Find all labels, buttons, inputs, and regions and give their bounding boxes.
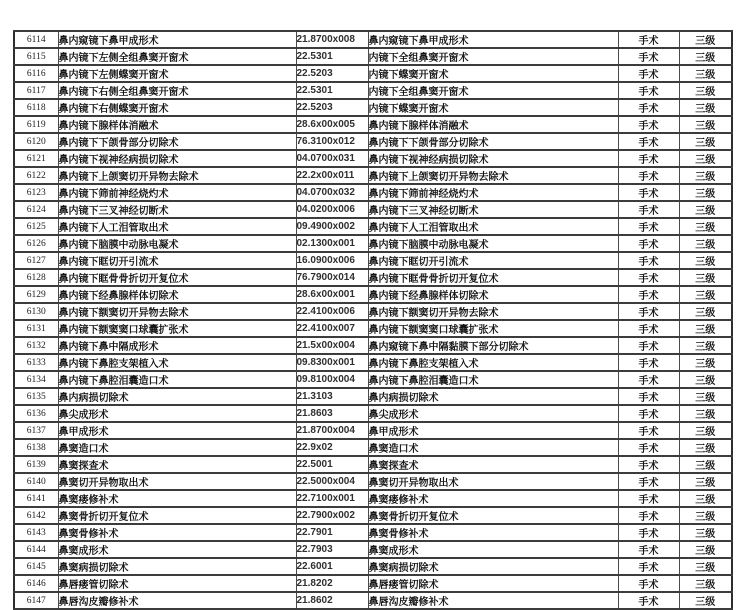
table-row xyxy=(14,575,732,592)
procedure-name-cell: 鼻唇沟皮瓣修补术 xyxy=(58,592,296,609)
category-cell: 手术 xyxy=(618,354,679,371)
row-number-cell: 6125 xyxy=(14,218,58,235)
category-cell: 手术 xyxy=(618,65,679,82)
category-cell: 手术 xyxy=(618,405,679,422)
level-cell: 三级 xyxy=(679,558,732,575)
procedure-alias-cell: 鼻内窥镜下鼻中隔黏膜下部分切除术 xyxy=(368,337,618,354)
procedure-alias-cell: 鼻内镜下鼻腔支架植入术 xyxy=(368,354,618,371)
level-cell: 三级 xyxy=(679,320,732,337)
row-number-cell: 6124 xyxy=(14,201,58,218)
procedure-code-cell: 21.5x00x004 xyxy=(296,337,368,354)
table-row xyxy=(14,507,732,524)
procedure-code-cell: 04.0700x032 xyxy=(296,184,368,201)
procedure-alias-cell: 鼻窦造口术 xyxy=(368,439,618,456)
procedure-alias-cell: 鼻内镜下脑膜中动脉电凝术 xyxy=(368,235,618,252)
procedure-name-cell: 鼻窦病损切除术 xyxy=(58,558,296,575)
procedure-name-cell: 鼻窦造口术 xyxy=(58,439,296,456)
level-cell: 三级 xyxy=(679,575,732,592)
procedure-alias-cell: 鼻尖成形术 xyxy=(368,405,618,422)
level-cell: 三级 xyxy=(679,337,732,354)
procedure-name-cell: 鼻内镜下眶切开引流术 xyxy=(58,252,296,269)
table-row xyxy=(14,473,732,490)
procedure-name-cell: 鼻内镜下上颌窦切开异物去除术 xyxy=(58,167,296,184)
procedure-code-cell: 21.3103 xyxy=(296,388,368,405)
procedure-name-cell: 鼻内镜下腺样体消融术 xyxy=(58,116,296,133)
category-cell: 手术 xyxy=(618,116,679,133)
table-row xyxy=(14,235,732,252)
procedure-code-cell: 22.5301 xyxy=(296,82,368,99)
table-row xyxy=(14,456,732,473)
category-cell: 手术 xyxy=(618,490,679,507)
procedure-alias-cell: 鼻窦探查术 xyxy=(368,456,618,473)
category-cell: 手术 xyxy=(618,31,679,48)
procedure-name-cell: 鼻内镜下眶骨骨折切开复位术 xyxy=(58,269,296,286)
row-number-cell: 6132 xyxy=(14,337,58,354)
procedure-table xyxy=(13,30,733,610)
procedure-name-cell: 鼻内镜下左侧蝶窦开窗术 xyxy=(58,65,296,82)
row-number-cell: 6116 xyxy=(14,65,58,82)
category-cell: 手术 xyxy=(618,439,679,456)
table-row xyxy=(14,31,732,48)
level-cell: 三级 xyxy=(679,218,732,235)
procedure-table-body xyxy=(14,31,732,609)
procedure-name-cell: 鼻内镜下经鼻腺样体切除术 xyxy=(58,286,296,303)
procedure-code-cell: 22.2x00x011 xyxy=(296,167,368,184)
level-cell: 三级 xyxy=(679,354,732,371)
table-row xyxy=(14,422,732,439)
table-row xyxy=(14,592,732,609)
procedure-code-cell: 28.6x00x001 xyxy=(296,286,368,303)
procedure-code-cell: 21.8700x004 xyxy=(296,422,368,439)
procedure-name-cell: 鼻窦瘘修补术 xyxy=(58,490,296,507)
table-row xyxy=(14,218,732,235)
row-number-cell: 6117 xyxy=(14,82,58,99)
row-number-cell: 6120 xyxy=(14,133,58,150)
level-cell: 三级 xyxy=(679,116,732,133)
category-cell: 手术 xyxy=(618,184,679,201)
category-cell: 手术 xyxy=(618,507,679,524)
row-number-cell: 6128 xyxy=(14,269,58,286)
procedure-name-cell: 鼻唇瘘管切除术 xyxy=(58,575,296,592)
procedure-alias-cell: 鼻内镜下鼻腔泪囊造口术 xyxy=(368,371,618,388)
table-row xyxy=(14,303,732,320)
procedure-code-cell: 04.0700x031 xyxy=(296,150,368,167)
level-cell: 三级 xyxy=(679,184,732,201)
procedure-alias-cell: 鼻内镜下人工泪管取出术 xyxy=(368,218,618,235)
category-cell: 手术 xyxy=(618,218,679,235)
procedure-name-cell: 鼻内镜下筛前神经烧灼术 xyxy=(58,184,296,201)
procedure-name-cell: 鼻内镜下左侧全组鼻窦开窗术 xyxy=(58,48,296,65)
row-number-cell: 6138 xyxy=(14,439,58,456)
level-cell: 三级 xyxy=(679,82,732,99)
procedure-code-cell: 22.4100x006 xyxy=(296,303,368,320)
procedure-alias-cell: 鼻内镜下上颌窦切开异物去除术 xyxy=(368,167,618,184)
procedure-name-cell: 鼻内镜下脑膜中动脉电凝术 xyxy=(58,235,296,252)
category-cell: 手术 xyxy=(618,371,679,388)
table-row xyxy=(14,99,732,116)
level-cell: 三级 xyxy=(679,303,732,320)
category-cell: 手术 xyxy=(618,150,679,167)
procedure-code-cell: 22.6001 xyxy=(296,558,368,575)
table-row xyxy=(14,388,732,405)
procedure-name-cell: 鼻内病损切除术 xyxy=(58,388,296,405)
procedure-name-cell: 鼻内镜下三叉神经切断术 xyxy=(58,201,296,218)
table-row xyxy=(14,133,732,150)
level-cell: 三级 xyxy=(679,439,732,456)
procedure-name-cell: 鼻内镜下右侧全组鼻窦开窗术 xyxy=(58,82,296,99)
level-cell: 三级 xyxy=(679,286,732,303)
procedure-code-cell: 76.7900x014 xyxy=(296,269,368,286)
procedure-name-cell: 鼻内窥镜下鼻甲成形术 xyxy=(58,31,296,48)
procedure-alias-cell: 鼻内镜下眶骨骨折切开复位术 xyxy=(368,269,618,286)
level-cell: 三级 xyxy=(679,422,732,439)
procedure-code-cell: 22.4100x007 xyxy=(296,320,368,337)
procedure-name-cell: 鼻内镜下额窦切开异物去除术 xyxy=(58,303,296,320)
category-cell: 手术 xyxy=(618,592,679,609)
level-cell: 三级 xyxy=(679,150,732,167)
level-cell: 三级 xyxy=(679,133,732,150)
row-number-cell: 6131 xyxy=(14,320,58,337)
table-row xyxy=(14,490,732,507)
table-row xyxy=(14,354,732,371)
procedure-name-cell: 鼻内镜下视神经病损切除术 xyxy=(58,150,296,167)
procedure-alias-cell: 鼻窦骨修补术 xyxy=(368,524,618,541)
level-cell: 三级 xyxy=(679,592,732,609)
procedure-code-cell: 22.9x02 xyxy=(296,439,368,456)
row-number-cell: 6134 xyxy=(14,371,58,388)
procedure-name-cell: 鼻窦骨修补术 xyxy=(58,524,296,541)
table-row xyxy=(14,150,732,167)
procedure-code-cell: 22.5000x004 xyxy=(296,473,368,490)
row-number-cell: 6146 xyxy=(14,575,58,592)
procedure-name-cell: 鼻内镜下下颌骨部分切除术 xyxy=(58,133,296,150)
category-cell: 手术 xyxy=(618,82,679,99)
procedure-alias-cell: 鼻内镜下下颌骨部分切除术 xyxy=(368,133,618,150)
level-cell: 三级 xyxy=(679,99,732,116)
table-row xyxy=(14,184,732,201)
procedure-name-cell: 鼻内镜下人工泪管取出术 xyxy=(58,218,296,235)
procedure-alias-cell: 鼻窦瘘修补术 xyxy=(368,490,618,507)
category-cell: 手术 xyxy=(618,133,679,150)
procedure-alias-cell: 内镜下全组鼻窦开窗术 xyxy=(368,82,618,99)
table-row xyxy=(14,405,732,422)
procedure-alias-cell: 鼻窦切开异物取出术 xyxy=(368,473,618,490)
table-row xyxy=(14,82,732,99)
category-cell: 手术 xyxy=(618,575,679,592)
procedure-alias-cell: 鼻内镜下额窦窦口球囊扩张术 xyxy=(368,320,618,337)
level-cell: 三级 xyxy=(679,456,732,473)
procedure-code-cell: 22.5301 xyxy=(296,48,368,65)
procedure-alias-cell: 鼻内镜下三叉神经切断术 xyxy=(368,201,618,218)
level-cell: 三级 xyxy=(679,371,732,388)
procedure-name-cell: 鼻窦探查术 xyxy=(58,456,296,473)
level-cell: 三级 xyxy=(679,252,732,269)
procedure-code-cell: 22.7903 xyxy=(296,541,368,558)
level-cell: 三级 xyxy=(679,473,732,490)
row-number-cell: 6141 xyxy=(14,490,58,507)
category-cell: 手术 xyxy=(618,286,679,303)
procedure-alias-cell: 鼻甲成形术 xyxy=(368,422,618,439)
procedure-code-cell: 09.8300x001 xyxy=(296,354,368,371)
procedure-alias-cell: 鼻内镜下视神经病损切除术 xyxy=(368,150,618,167)
row-number-cell: 6139 xyxy=(14,456,58,473)
row-number-cell: 6121 xyxy=(14,150,58,167)
level-cell: 三级 xyxy=(679,167,732,184)
level-cell: 三级 xyxy=(679,524,732,541)
procedure-name-cell: 鼻内镜下鼻腔支架植入术 xyxy=(58,354,296,371)
procedure-alias-cell: 鼻窦骨折切开复位术 xyxy=(368,507,618,524)
row-number-cell: 6119 xyxy=(14,116,58,133)
row-number-cell: 6137 xyxy=(14,422,58,439)
procedure-code-cell: 21.8603 xyxy=(296,405,368,422)
procedure-name-cell: 鼻内镜下鼻腔泪囊造口术 xyxy=(58,371,296,388)
row-number-cell: 6144 xyxy=(14,541,58,558)
procedure-code-cell: 22.7100x001 xyxy=(296,490,368,507)
table-row xyxy=(14,252,732,269)
table-row xyxy=(14,320,732,337)
level-cell: 三级 xyxy=(679,235,732,252)
category-cell: 手术 xyxy=(618,337,679,354)
category-cell: 手术 xyxy=(618,303,679,320)
category-cell: 手术 xyxy=(618,541,679,558)
procedure-code-cell: 22.5203 xyxy=(296,99,368,116)
level-cell: 三级 xyxy=(679,388,732,405)
row-number-cell: 6143 xyxy=(14,524,58,541)
procedure-alias-cell: 鼻内镜下经鼻腺样体切除术 xyxy=(368,286,618,303)
category-cell: 手术 xyxy=(618,456,679,473)
procedure-alias-cell: 内镜下蝶窦开窗术 xyxy=(368,65,618,82)
category-cell: 手术 xyxy=(618,167,679,184)
procedure-alias-cell: 鼻内窥镜下鼻甲成形术 xyxy=(368,31,618,48)
procedure-code-cell: 21.8602 xyxy=(296,592,368,609)
table-row xyxy=(14,269,732,286)
procedure-code-cell: 02.1300x001 xyxy=(296,235,368,252)
procedure-code-cell: 21.8700x008 xyxy=(296,31,368,48)
level-cell: 三级 xyxy=(679,405,732,422)
procedure-code-cell: 22.5001 xyxy=(296,456,368,473)
category-cell: 手术 xyxy=(618,269,679,286)
level-cell: 三级 xyxy=(679,269,732,286)
level-cell: 三级 xyxy=(679,31,732,48)
procedure-name-cell: 鼻内镜下右侧蝶窦开窗术 xyxy=(58,99,296,116)
category-cell: 手术 xyxy=(618,558,679,575)
row-number-cell: 6129 xyxy=(14,286,58,303)
row-number-cell: 6122 xyxy=(14,167,58,184)
table-row xyxy=(14,371,732,388)
row-number-cell: 6142 xyxy=(14,507,58,524)
procedure-alias-cell: 内镜下蝶窦开窗术 xyxy=(368,99,618,116)
procedure-code-cell: 28.6x00x005 xyxy=(296,116,368,133)
level-cell: 三级 xyxy=(679,65,732,82)
procedure-alias-cell: 鼻窦成形术 xyxy=(368,541,618,558)
procedure-code-cell: 22.7901 xyxy=(296,524,368,541)
category-cell: 手术 xyxy=(618,252,679,269)
procedure-name-cell: 鼻内镜下鼻中隔成形术 xyxy=(58,337,296,354)
category-cell: 手术 xyxy=(618,422,679,439)
procedure-code-cell: 76.3100x012 xyxy=(296,133,368,150)
row-number-cell: 6140 xyxy=(14,473,58,490)
category-cell: 手术 xyxy=(618,48,679,65)
procedure-code-cell: 21.8202 xyxy=(296,575,368,592)
row-number-cell: 6135 xyxy=(14,388,58,405)
row-number-cell: 6130 xyxy=(14,303,58,320)
procedure-alias-cell: 鼻唇瘘管切除术 xyxy=(368,575,618,592)
category-cell: 手术 xyxy=(618,320,679,337)
procedure-code-cell: 09.8100x004 xyxy=(296,371,368,388)
procedure-code-cell: 22.7900x002 xyxy=(296,507,368,524)
procedure-name-cell: 鼻甲成形术 xyxy=(58,422,296,439)
table-row xyxy=(14,558,732,575)
procedure-name-cell: 鼻窦切开异物取出术 xyxy=(58,473,296,490)
table-row xyxy=(14,201,732,218)
row-number-cell: 6147 xyxy=(14,592,58,609)
procedure-alias-cell: 鼻内镜下腺样体消融术 xyxy=(368,116,618,133)
row-number-cell: 6115 xyxy=(14,48,58,65)
row-number-cell: 6126 xyxy=(14,235,58,252)
procedure-code-cell: 16.0900x006 xyxy=(296,252,368,269)
category-cell: 手术 xyxy=(618,524,679,541)
table-row xyxy=(14,167,732,184)
level-cell: 三级 xyxy=(679,507,732,524)
level-cell: 三级 xyxy=(679,541,732,558)
category-cell: 手术 xyxy=(618,388,679,405)
table-row xyxy=(14,65,732,82)
row-number-cell: 6123 xyxy=(14,184,58,201)
procedure-name-cell: 鼻窦骨折切开复位术 xyxy=(58,507,296,524)
procedure-code-cell: 22.5203 xyxy=(296,65,368,82)
table-row xyxy=(14,48,732,65)
procedure-name-cell: 鼻尖成形术 xyxy=(58,405,296,422)
procedure-alias-cell: 鼻内镜下眶切开引流术 xyxy=(368,252,618,269)
table-row xyxy=(14,337,732,354)
procedure-alias-cell: 鼻内镜下额窦切开异物去除术 xyxy=(368,303,618,320)
category-cell: 手术 xyxy=(618,473,679,490)
level-cell: 三级 xyxy=(679,490,732,507)
row-number-cell: 6136 xyxy=(14,405,58,422)
row-number-cell: 6127 xyxy=(14,252,58,269)
procedure-alias-cell: 鼻内病损切除术 xyxy=(368,388,618,405)
category-cell: 手术 xyxy=(618,201,679,218)
procedure-code-cell: 04.0200x006 xyxy=(296,201,368,218)
category-cell: 手术 xyxy=(618,99,679,116)
level-cell: 三级 xyxy=(679,48,732,65)
row-number-cell: 6118 xyxy=(14,99,58,116)
procedure-code-cell: 09.4900x002 xyxy=(296,218,368,235)
procedure-alias-cell: 鼻内镜下筛前神经烧灼术 xyxy=(368,184,618,201)
procedure-alias-cell: 鼻窦病损切除术 xyxy=(368,558,618,575)
table-row xyxy=(14,116,732,133)
procedure-name-cell: 鼻窦成形术 xyxy=(58,541,296,558)
table-row xyxy=(14,541,732,558)
procedure-name-cell: 鼻内镜下额窦窦口球囊扩张术 xyxy=(58,320,296,337)
level-cell: 三级 xyxy=(679,201,732,218)
table-row xyxy=(14,524,732,541)
category-cell: 手术 xyxy=(618,235,679,252)
procedure-alias-cell: 鼻唇沟皮瓣修补术 xyxy=(368,592,618,609)
row-number-cell: 6114 xyxy=(14,31,58,48)
row-number-cell: 6133 xyxy=(14,354,58,371)
row-number-cell: 6145 xyxy=(14,558,58,575)
table-row xyxy=(14,286,732,303)
procedure-alias-cell: 内镜下全组鼻窦开窗术 xyxy=(368,48,618,65)
table-row xyxy=(14,439,732,456)
